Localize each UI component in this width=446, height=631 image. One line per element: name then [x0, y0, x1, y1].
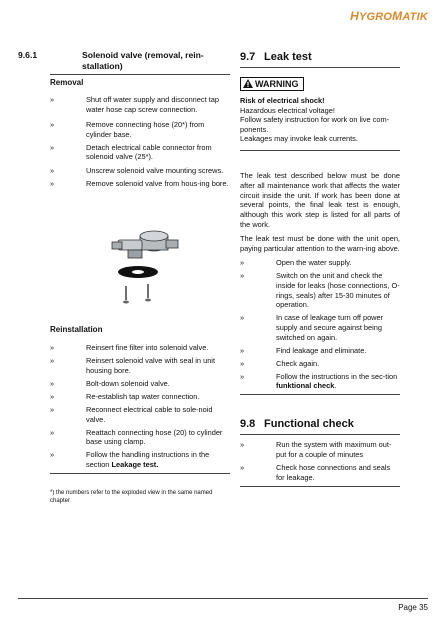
list-item: » Run the system with maximum out-put for a couple of minutes	[240, 440, 392, 460]
section-divider	[50, 473, 230, 474]
solenoid-valve-illustration	[108, 222, 188, 318]
list-item: » Re-establish tap water connection.	[50, 391, 200, 401]
list-item: » Remove solenoid valve from hous-ing bore.	[50, 178, 229, 188]
mounting-screws	[123, 284, 151, 304]
list-item: » Find leakage and eliminate.	[240, 345, 367, 355]
list-item: » Open the water supply.	[240, 258, 352, 268]
warning-divider	[240, 150, 400, 151]
heading-divider	[240, 434, 400, 435]
list-item: » Bolt-down solenoid valve.	[50, 378, 170, 388]
section-divider	[240, 486, 400, 487]
list-item: » Check again.	[240, 358, 320, 368]
warning-block	[240, 75, 400, 151]
functional-check-steps-list	[240, 440, 400, 482]
reinstallation-subheading: Reinstallation	[50, 325, 103, 334]
list-item: » Follow the handling instructions in the section Leakage test.	[50, 450, 210, 469]
section-heading-functional-check: 9.8 Functional check	[240, 418, 354, 431]
page-number: Page 35	[398, 603, 428, 612]
leak-test-note: The leak test must be done with the unit open, paying particular attention to the warn-ing above.	[240, 233, 400, 253]
list-item: » Remove connecting hose (20*) from cylinder base.	[50, 120, 205, 139]
list-item: » Reattach connecting hose (20) to cylinder base using clamp.	[50, 427, 223, 447]
leak-test-steps-list	[240, 258, 400, 391]
section-divider	[240, 394, 400, 395]
list-item: » Shut off water supply and disconnect tap water hose cap screw connection.	[50, 95, 219, 114]
hygromatik-logo: HYGROMATIK	[350, 9, 428, 23]
warning-text: Risk of electrical shock! Hazardous electrical voltage! Follow safety instruction for work on live com-ponents. Leakages may invoke leak currents.	[240, 96, 390, 144]
list-item: » Reconnect electrical cable to sole-noid valve.	[50, 404, 213, 424]
removal-subheading: Removal	[50, 78, 84, 87]
list-item: » Reinsert solenoid valve with seal in unit housing bore.	[50, 356, 215, 375]
functional-check-reference: funktional check	[276, 381, 335, 391]
warning-badge: WARNING	[240, 77, 304, 91]
list-item: » Reinsert fine filter into solenoid valve.	[50, 343, 209, 352]
section-heading-leak-test: 9.7 Leak test	[240, 51, 312, 63]
leakage-test-reference: Leakage test.	[111, 459, 159, 469]
heading-divider	[50, 74, 230, 75]
footnote: *) the numbers refer to the exploded view in the same named chapter	[50, 490, 213, 504]
left-column	[18, 50, 230, 192]
list-item: » In case of leakage turn off power supply and secure against being switched on again.	[240, 313, 384, 342]
seal-ring	[118, 266, 158, 278]
list-item: » Detach electrical cable connector from solenoid valve (25*).	[50, 142, 212, 162]
reinstallation-block	[50, 325, 230, 474]
valve-body	[112, 231, 178, 258]
list-item: » Switch on the unit and check the inside for leaks (hose connections, O-rings, seals) after 15-30 minutes of operation.	[240, 271, 400, 310]
section-heading-solenoid-valve: 9.6.1 Solenoid valve (removal, rein-stallation)	[18, 50, 204, 71]
leak-test-intro: The leak test described below must be done after all maintenance work that affects the water circuit inside the unit. If work has been done at several points, the final leak test is enough, although this work step is listed for all parts of the work.	[240, 170, 400, 229]
warning-triangle-icon	[243, 79, 253, 88]
right-column	[240, 50, 400, 487]
heading-divider	[240, 67, 400, 68]
footer-divider	[18, 598, 428, 599]
list-item: » Unscrew solenoid valve mounting screws.	[50, 165, 224, 175]
list-item: » Follow the instructions in the sec-tion funktional check.	[240, 371, 398, 391]
removal-steps-list	[50, 95, 230, 188]
reinstallation-steps-list	[50, 343, 230, 470]
page-header	[0, 0, 446, 23]
list-item: » Check hose connections and seals for leakage.	[240, 463, 391, 482]
